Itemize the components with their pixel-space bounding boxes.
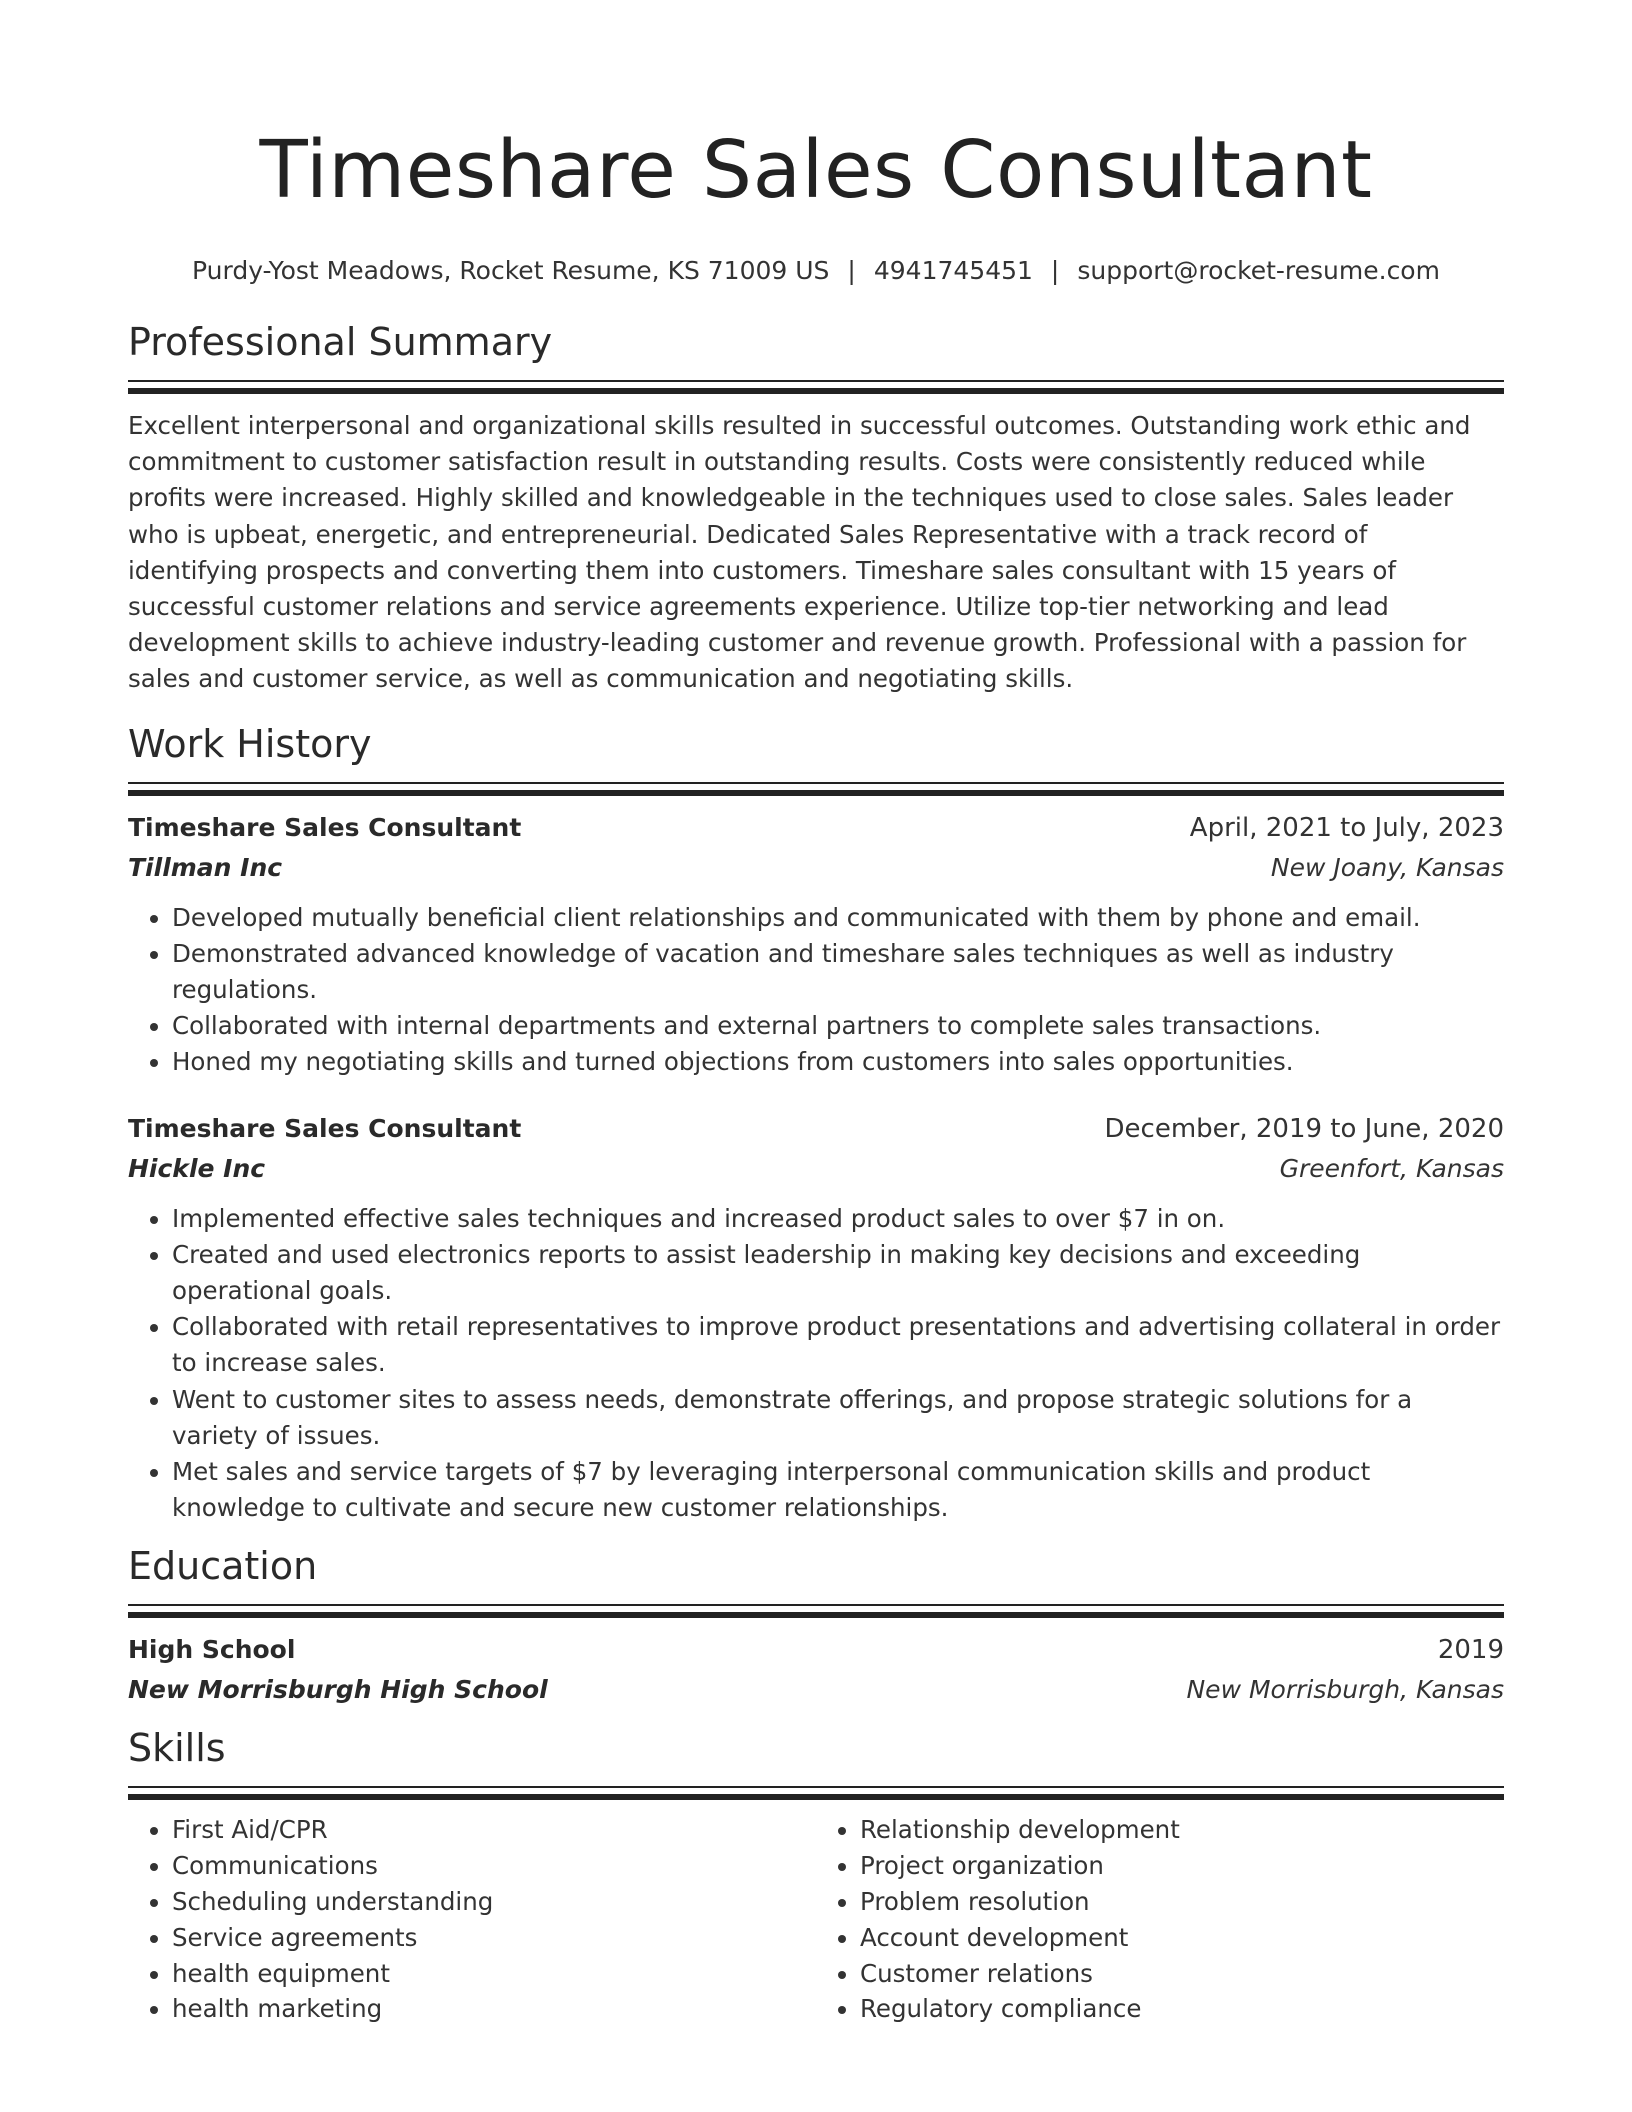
skills-section	[128, 1724, 1504, 2027]
work-history-section	[128, 720, 1504, 1527]
section-divider	[128, 1786, 1504, 1800]
job-bullet: • Honed my negotiating skills and turned objections from customers into sales opportunities.	[172, 1044, 1504, 1080]
skill-item: • Problem resolution	[860, 1884, 1504, 1920]
job-bullet: • Implemented effective sales techniques and increased product sales to over $7 in on.	[172, 1201, 1504, 1237]
skill-item: • Project organization	[860, 1848, 1504, 1884]
skill-item: • Customer relations	[860, 1956, 1504, 1992]
job-company: Tillman Inc	[128, 852, 283, 882]
section-divider	[128, 380, 1504, 394]
skill-item: • Relationship development	[860, 1812, 1504, 1848]
contact-phone: 4941745451	[873, 256, 1033, 285]
job-bullet: • Developed mutually beneficial client relationships and communicated with them by phone and email.	[172, 900, 1504, 936]
job-location: Greenfort, Kansas	[1279, 1153, 1504, 1183]
job-dates: December, 2019 to June, 2020	[1104, 1113, 1504, 1144]
education-school: New Morrisburgh High School	[128, 1675, 548, 1705]
contact-line	[128, 254, 1504, 288]
skill-item: • health marketing	[172, 1991, 816, 2027]
section-title-work-history: Work History	[128, 721, 372, 766]
summary-section	[128, 318, 1504, 698]
job-bullet: • Created and used electronics reports to assist leadership in making key decisions and exceeding operational goals.	[172, 1237, 1504, 1309]
education-year: 2019	[1437, 1635, 1504, 1666]
resume-name: Timeshare Sales Consultant	[259, 124, 1373, 216]
summary-text: Excellent interpersonal and organizational skills resulted in successful outcomes. Outstanding work ethic and commitment to customer satisfaction result in outstanding results. Costs were consistently reduced while profits were increased. Highly skilled and knowledgeable in the techniques used to close sales. Sales leader who is upbeat, energetic, and entrepreneurial. Dedicated Sales Representative with a track record of identifying prospects and converting them into customers. Timeshare sales consultant with 15 years of successful customer relations and service agreements experience. Utilize top-tier networking and lead development skills to achieve industry-leading customer and revenue growth. Professional with a passion for sales and customer service, as well as communication and negotiating skills.	[128, 411, 1471, 694]
section-divider	[128, 1604, 1504, 1618]
job-bullet: • Collaborated with retail representatives to improve product presentations and advertising collateral in order to increase sales.	[172, 1309, 1504, 1381]
section-title-skills: Skills	[128, 1726, 226, 1771]
skills-list-right	[816, 1812, 1504, 2027]
job-bullet: • Met sales and service targets of $7 by leveraging interpersonal communication skills and product knowledge to cultivate and secure new customer relationships.	[172, 1454, 1504, 1526]
job-title: Timeshare Sales Consultant	[128, 812, 522, 842]
contact-address: Purdy-Yost Meadows, Rocket Resume, KS 71009 US	[192, 256, 830, 285]
skill-item: • Account development	[860, 1920, 1504, 1956]
skill-item: • Communications	[172, 1848, 816, 1884]
skill-item: • Regulatory compliance	[860, 1991, 1504, 2027]
job-entry	[128, 1109, 1504, 1527]
job-bullet: • Demonstrated advanced knowledge of vacation and timeshare sales techniques as well as industry regulations.	[172, 936, 1504, 1008]
job-bullets	[128, 900, 1504, 1081]
section-title-summary: Professional Summary	[128, 320, 553, 364]
job-company: Hickle Inc	[128, 1153, 266, 1183]
job-bullets	[128, 1201, 1504, 1527]
job-bullet: • Collaborated with internal departments and external partners to complete sales transactions.	[172, 1008, 1504, 1044]
job-dates: April, 2021 to July, 2023	[1189, 812, 1504, 843]
job-entry	[128, 808, 1504, 1081]
skill-item: • health equipment	[172, 1956, 816, 1992]
job-title: Timeshare Sales Consultant	[128, 1113, 522, 1143]
education-entry	[128, 1630, 1504, 1710]
skill-item: • Service agreements	[172, 1920, 816, 1956]
skill-item: • Scheduling understanding	[172, 1884, 816, 1920]
section-title-education: Education	[128, 1544, 318, 1589]
contact-email: support@rocket-resume.com	[1077, 256, 1440, 285]
education-location: New Morrisburgh, Kansas	[1186, 1675, 1504, 1705]
skills-list-left	[128, 1812, 816, 2027]
job-location: New Joany, Kansas	[1270, 852, 1504, 882]
education-section	[128, 1542, 1504, 1710]
contact-separator: |	[847, 256, 856, 285]
job-bullet: • Went to customer sites to assess needs, demonstrate offerings, and propose strategic solutions for a variety of issues.	[172, 1382, 1504, 1454]
section-divider	[128, 782, 1504, 796]
skill-item: • First Aid/CPR	[172, 1812, 816, 1848]
skills-columns	[128, 1812, 1504, 2027]
contact-separator: |	[1050, 256, 1060, 285]
education-degree: High School	[128, 1635, 296, 1665]
